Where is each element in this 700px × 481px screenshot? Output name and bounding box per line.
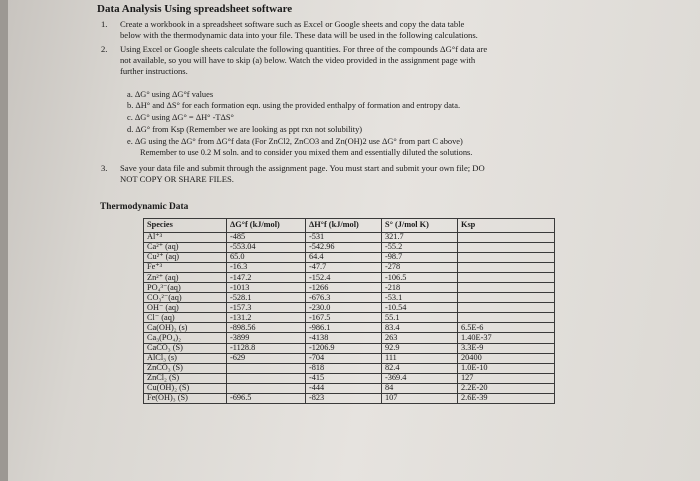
table-cell: -676.3 [306,293,382,303]
table-cell: -1013 [227,283,306,293]
table-cell: -218 [382,283,458,293]
table-cell: CaCO₃ (S) [144,343,227,353]
table-cell: -485 [227,233,306,243]
table-cell [227,373,306,383]
table-cell: -542.96 [306,243,382,253]
column-header: Species [144,219,227,233]
table-cell: 263 [382,333,458,343]
instruction-line: below with the thermodynamic data into your file. These data will be used in the following calculations. [120,30,478,40]
table-cell: -152.4 [306,273,382,283]
table-cell: 2.2E-20 [458,383,555,393]
table-cell: 64.4 [306,253,382,263]
table-cell: AlCl₃ (s) [144,353,227,363]
table-cell: 1.0E-10 [458,363,555,373]
table-cell: 111 [382,353,458,363]
table-cell: -986.1 [306,323,382,333]
table-cell: 82.4 [382,363,458,373]
page-title: Data Analysis Using spreadsheet software [97,3,293,15]
table-cell: ZnCO₃ (S) [144,363,227,373]
table-cell [227,363,306,373]
table-cell: -147.2 [227,273,306,283]
table-cell: Zn²⁺ (aq) [144,273,227,283]
column-header: ΔH°f (kJ/mol) [306,219,382,233]
table-row [144,243,555,253]
table-cell: ZnCl₂ (S) [144,373,227,383]
table-cell: -10.54 [382,303,458,313]
column-header: S° (J/mol K) [382,219,458,233]
table-cell: -47.7 [306,263,382,273]
table-cell: Ca(OH)₂ (s) [144,323,227,333]
table-cell: 84 [382,383,458,393]
table-header-row [144,219,555,233]
table-cell: 83.4 [382,323,458,333]
table-row [144,323,555,333]
table-cell [458,233,555,243]
table-cell [458,263,555,273]
subitem-c: c. ΔG° using ΔG° = ΔH° -TΔS° [127,113,234,122]
table-cell: -629 [227,353,306,363]
subitem-d: d. ΔG° from Ksp (Remember we are looking as ppt rxn not solubility) [127,125,363,134]
thermodynamic-data-table [143,218,555,404]
subitem-e-continuation: Remember to use 0.2 M soln. and to consider you mixed them and essentially diluted the solutions. [140,148,473,157]
table-cell [227,383,306,393]
table-cell: -704 [306,353,382,363]
table-cell: Cl⁻ (aq) [144,313,227,323]
table-cell: -898.56 [227,323,306,333]
table-cell: -553.04 [227,243,306,253]
subitem-a: a. ΔG° using ΔG°f values [127,90,214,99]
table-row [144,283,555,293]
table-cell: Cu²⁺ (aq) [144,253,227,263]
table-cell [458,253,555,263]
table-cell: -106.5 [382,273,458,283]
table-cell: -167.5 [306,313,382,323]
table-cell: -98.7 [382,253,458,263]
table-cell: 321.7 [382,233,458,243]
table-row [144,333,555,343]
table-cell: Cu(OH)₂ (S) [144,383,227,393]
instruction-number: 2. [101,44,108,54]
table-cell: -369.4 [382,373,458,383]
table-cell: -696.5 [227,393,306,403]
table-cell: -278 [382,263,458,273]
table-cell [458,243,555,253]
table-cell [458,313,555,323]
table-cell: -818 [306,363,382,373]
table-cell: -444 [306,383,382,393]
instruction-number: 3. [101,163,108,173]
table-row [144,293,555,303]
table-cell: -16.3 [227,263,306,273]
table-title: Thermodynamic Data [100,202,189,212]
table-cell: -3899 [227,333,306,343]
table-row [144,273,555,283]
table-cell: 1.40E-37 [458,333,555,343]
table-cell: -823 [306,393,382,403]
table-cell: 6.5E-6 [458,323,555,333]
column-header: ΔG°f (kJ/mol) [227,219,306,233]
table-cell: 127 [458,373,555,383]
table-cell: -55.2 [382,243,458,253]
table-cell: Fe⁺³ [144,263,227,273]
table-cell: 2.6E-39 [458,393,555,403]
table-row [144,383,555,393]
page-shadow-edge [0,0,8,481]
table-cell: Ca²⁺ (aq) [144,243,227,253]
table-row [144,303,555,313]
instruction-line: NOT COPY OR SHARE FILES. [120,174,234,184]
instruction-line: further instructions. [120,66,188,76]
subitem-e: e. ΔG using the ΔG° from ΔG°f data (For ZnCl2, ZnCO3 and Zn(OH)2 use ΔG° from part C above) [127,137,463,146]
table-cell: -131.2 [227,313,306,323]
column-header: Ksp [458,219,555,233]
instruction-line: not available, so you will have to skip (a) below. Watch the video provided in the assignment page with [120,55,476,65]
table-row [144,263,555,273]
table-cell: Al⁺³ [144,233,227,243]
table-cell: Ca₃(PO₄)₂ [144,333,227,343]
table-row [144,313,555,323]
table-row [144,353,555,363]
table-body [144,233,555,404]
table-cell [458,303,555,313]
table-row [144,233,555,243]
table-cell: 55.1 [382,313,458,323]
table-cell: OH⁻ (aq) [144,303,227,313]
table-row [144,253,555,263]
table-cell: 20400 [458,353,555,363]
table-cell: -528.1 [227,293,306,303]
table-cell [458,273,555,283]
table-cell: 92.9 [382,343,458,353]
table-cell: Fe(OH)₃ (S) [144,393,227,403]
table-cell: 65.0 [227,253,306,263]
table-cell: -53.1 [382,293,458,303]
table-cell: CO₃²⁻(aq) [144,293,227,303]
table-cell: -4138 [306,333,382,343]
table-cell [458,283,555,293]
instruction-number: 1. [101,19,108,29]
instruction-line: Using Excel or Google sheets calculate the following quantities. For three of the compounds ΔG°f data are [120,44,488,54]
table-cell: 107 [382,393,458,403]
table-cell: -157.3 [227,303,306,313]
table-cell [458,293,555,303]
instruction-line: Save your data file and submit through the assignment page. You must start and submit your own file; DO [120,163,485,173]
table-cell: 3.3E-9 [458,343,555,353]
table-row [144,363,555,373]
subitem-b: b. ΔH° and ΔS° for each formation eqn. using the provided enthalpy of formation and entropy data. [127,101,461,110]
table-cell: -415 [306,373,382,383]
table-cell: -230.0 [306,303,382,313]
table-cell: -1128.8 [227,343,306,353]
table-row [144,393,555,403]
table-cell: -531 [306,233,382,243]
table-cell: -1206.9 [306,343,382,353]
instruction-line: Create a workbook in a spreadsheet software such as Excel or Google sheets and copy the data table [120,19,465,29]
table-cell: -1266 [306,283,382,293]
table-row [144,343,555,353]
table-cell: PO₄³⁻(aq) [144,283,227,293]
table-row [144,373,555,383]
